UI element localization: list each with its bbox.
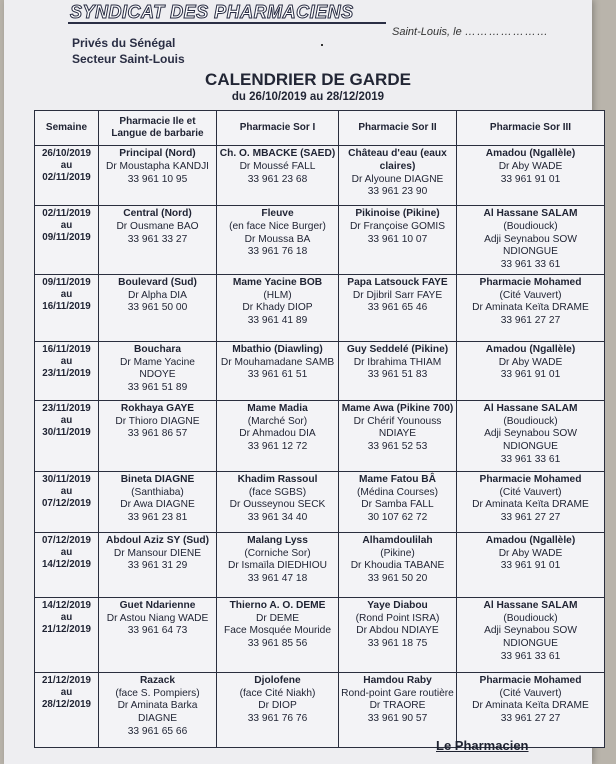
pharmacy-location: (HLM) <box>263 289 292 301</box>
pharmacy-name: Malang Lyss <box>247 534 308 546</box>
pharmacist-name: Dr Awa DIAGNE <box>120 499 195 511</box>
pharmacy-cell-sor-1 <box>217 146 339 206</box>
pharmacist-name: Dr Ousseynou SECK <box>229 499 326 511</box>
pharmacy-location: (Boudiouck) <box>503 415 558 427</box>
pharmacy-phone: 33 961 23 90 <box>367 186 428 198</box>
pharmacy-name: Al Hassane SALAM <box>483 402 578 414</box>
pharmacy-cell-sor-2 <box>339 400 457 471</box>
pharmacy-location: (en face Nice Burger) <box>229 220 326 232</box>
week-start-date: 07/12/2019 <box>41 534 92 546</box>
pharmacy-cell-sor-2 <box>339 672 457 747</box>
pharmacy-location: (face SGBS) <box>248 486 307 498</box>
pharmacist-name: Face Mosquée Mouride <box>223 625 332 637</box>
pharmacy-cell-sor-1 <box>217 341 339 400</box>
pharmacy-location: (Marché Sor) <box>247 415 308 427</box>
pharmacy-cell-sor-3 <box>457 471 605 532</box>
week-start-date: 09/11/2019 <box>42 276 91 288</box>
pharmacy-phone: 33 961 91 01 <box>500 173 561 185</box>
pharmacist-name: Dr Khady DIOP <box>242 302 313 314</box>
pharmacist-name: Dr Chérif Younouss NDIAYE <box>353 415 442 440</box>
pharmacy-cell-sor-3 <box>457 274 605 341</box>
pharmacy-cell-sor-3 <box>457 206 605 275</box>
pharmacist-name: Adji Seynabou SOW NDIONGUE <box>484 428 577 452</box>
pharmacy-phone: 33 961 50 00 <box>127 302 188 314</box>
pharmacy-cell-sor-1 <box>217 672 339 747</box>
pharmacy-name: Hamdou Raby <box>363 674 432 686</box>
pharmacy-name: Papa Latsouck FAYE <box>347 276 448 288</box>
pharmacy-location: (Médina Courses) <box>357 486 438 498</box>
week-end-date: 14/12/2019 <box>41 559 92 571</box>
pharmacy-name: Djolofene <box>254 674 301 686</box>
table-row <box>35 597 605 672</box>
pharmacist-name: Dr Aminata Barka DIAGNE <box>117 700 198 724</box>
week-start-date: 23/11/2019 <box>42 402 91 414</box>
pharmacy-cell-sor-3 <box>457 400 605 471</box>
pharmacy-phone: 33 961 76 76 <box>247 713 308 724</box>
pharmacy-cell-sor-2 <box>339 146 457 206</box>
duty-calendar-table <box>34 110 605 748</box>
week-au-label: au <box>60 160 73 172</box>
subtitle-country: Privés du Sénégal <box>72 36 176 50</box>
pharmacy-cell-sor-1 <box>217 597 339 672</box>
pharmacist-name: Dr TRAORE <box>369 700 426 712</box>
pharmacy-name: Mame Fatou BÂ <box>359 473 436 485</box>
pharmacy-name: Central (Nord) <box>123 208 192 219</box>
pharmacy-location: Rond-point Gare routière <box>341 687 454 699</box>
week-cell <box>35 206 99 275</box>
pharmacist-name: Dr Mansour DIENE <box>113 547 202 559</box>
pharmacy-phone: 33 961 76 18 <box>247 246 308 258</box>
pharmacy-location: (Santhiaba) <box>131 486 184 498</box>
pharmacy-phone: 33 961 18 75 <box>367 638 428 649</box>
pharmacy-phone: 33 961 33 27 <box>127 233 188 245</box>
pharmacy-phone: 33 961 51 89 <box>127 382 188 393</box>
pharmacy-phone: 33 961 91 01 <box>500 560 561 572</box>
pharmacist-name: Dr Abdou NDIAYE <box>356 625 439 637</box>
pharmacist-name: Dr Aminata Keïta DRAME <box>472 499 589 511</box>
pharmacy-phone: 33 961 33 61 <box>500 650 561 662</box>
table-row <box>35 341 605 400</box>
pharmacy-name: Guy Seddelé (Pikine) <box>346 343 449 355</box>
pharmacist-name: Dr Aby WADE <box>498 160 563 172</box>
pharmacist-name: Dr Alyoune DIAGNE <box>351 173 444 185</box>
pharmacist-name: Dr Moussé FALL <box>239 160 316 172</box>
pharmacy-phone: 33 961 47 18 <box>247 573 308 584</box>
pharmacy-location: (face Cité Niakh) <box>239 687 316 699</box>
signature-label: Le Pharmacien <box>436 738 529 753</box>
pharmacy-location: (Cité Vauvert) <box>499 687 562 699</box>
pharmacy-cell-ile <box>99 341 217 400</box>
pharmacy-cell-ile <box>99 672 217 747</box>
table-row <box>35 672 605 747</box>
pharmacy-name: Fleuve <box>261 208 294 219</box>
week-start-date: 02/11/2019 <box>42 208 91 219</box>
pharmacy-name: Ch. O. MBACKE (SAED) <box>219 148 336 159</box>
heading-underline <box>68 22 386 24</box>
pharmacy-cell-sor-3 <box>457 341 605 400</box>
pharmacy-cell-sor-2 <box>339 274 457 341</box>
column-header-sor-2: Pharmacie Sor II <box>339 111 457 146</box>
pharmacy-location: (Cité Vauvert) <box>499 289 562 301</box>
pharmacy-phone: 33 961 27 27 <box>500 315 561 326</box>
syndicat-heading: SYNDICAT DES PHARMACIENS <box>70 2 354 22</box>
column-header-ile: Pharmacie Ile et Langue de barbarie <box>99 111 217 146</box>
table-row <box>35 274 605 341</box>
pharmacy-cell-sor-1 <box>217 274 339 341</box>
pharmacy-phone: 33 961 23 81 <box>127 512 188 523</box>
pharmacy-cell-sor-2 <box>339 532 457 597</box>
pharmacist-name: Dr Aminata Keïta DRAME <box>472 302 589 314</box>
pharmacist-name: Adji Seynabou SOW NDIONGUE <box>484 233 577 258</box>
pharmacy-phone: 33 961 61 51 <box>247 369 308 381</box>
period-subtitle: du 26/10/2019 au 28/12/2019 <box>231 91 385 103</box>
pharmacy-phone: 33 961 85 56 <box>247 638 308 649</box>
pharmacy-phone: 33 961 86 57 <box>127 428 188 440</box>
pharmacy-phone: 33 961 51 83 <box>367 369 428 381</box>
pharmacy-phone: 33 961 41 89 <box>247 315 308 326</box>
table-body <box>35 146 605 748</box>
table-row <box>35 146 605 206</box>
pharmacist-name: Dr Aby WADE <box>498 356 563 368</box>
column-header-week: Semaine <box>35 111 99 146</box>
week-cell <box>35 672 99 747</box>
pharmacist-name: Dr Djibril Sarr FAYE <box>352 289 443 301</box>
table-row <box>35 532 605 597</box>
pharmacist-name: Dr Moustapha KANDJI <box>105 160 210 172</box>
pharmacy-phone: 33 961 27 27 <box>500 713 561 724</box>
table-row <box>35 400 605 471</box>
pharmacy-phone: 33 961 10 07 <box>367 233 428 245</box>
pharmacist-name: Dr Ousmane BAO <box>116 220 199 232</box>
pharmacy-name: Pharmacie Mohamed <box>479 674 582 686</box>
pharmacy-cell-sor-1 <box>217 400 339 471</box>
pharmacy-location: Dr DEME <box>255 612 299 624</box>
pharmacy-cell-sor-2 <box>339 341 457 400</box>
pharmacy-cell-ile <box>99 146 217 206</box>
pharmacy-cell-sor-2 <box>339 206 457 275</box>
week-au-label: au <box>60 611 73 623</box>
place-date-label: Saint-Louis, le <box>392 26 462 38</box>
place-date-line <box>392 26 549 38</box>
week-end-date: 30/11/2019 <box>42 427 91 439</box>
pharmacy-phone: 33 961 12 72 <box>247 441 308 452</box>
pharmacy-cell-sor-3 <box>457 597 605 672</box>
pharmacy-location: (Cité Vauvert) <box>499 486 562 498</box>
pharmacy-name: Abdoul Aziz SY (Sud) <box>106 534 209 546</box>
pharmacy-phone: 33 961 64 73 <box>127 625 188 637</box>
pharmacy-name: Alhamdoulilah <box>362 534 433 546</box>
place-date-dots: ………………… <box>464 26 549 38</box>
pharmacy-phone: 33 961 52 53 <box>367 441 428 452</box>
pharmacy-cell-sor-1 <box>217 206 339 275</box>
week-au-label: au <box>60 546 73 558</box>
pharmacy-phone: 33 961 33 61 <box>500 259 561 270</box>
pharmacist-name: Dr Alpha DIA <box>128 289 187 301</box>
column-header-sor-1: Pharmacie Sor I <box>217 111 339 146</box>
pharmacy-location: (Corniche Sor) <box>244 547 311 559</box>
pharmacy-cell-sor-3 <box>457 146 605 206</box>
week-end-date: 09/11/2019 <box>42 232 91 244</box>
week-au-label: au <box>60 414 73 426</box>
pharmacy-location: (Pikine) <box>380 547 415 559</box>
week-au-label: au <box>60 288 73 300</box>
pharmacy-name: Khadim Rassoul <box>237 473 318 485</box>
pharmacy-name: Boulevard (Sud) <box>118 276 197 288</box>
pharmacy-phone: 33 961 23 68 <box>247 173 308 185</box>
pharmacy-name: Rokhaya GAYE <box>120 402 195 414</box>
pharmacy-cell-ile <box>99 400 217 471</box>
pharmacy-name: Principal (Nord) <box>119 148 196 159</box>
week-start-date: 30/11/2019 <box>42 473 91 485</box>
week-cell <box>35 532 99 597</box>
pharmacy-phone: 33 961 91 01 <box>500 369 561 381</box>
pharmacist-name: Dr Ismaïla DIEDHIOU <box>227 560 328 572</box>
pharmacy-cell-ile <box>99 471 217 532</box>
week-start-date: 16/11/2019 <box>42 343 91 355</box>
pharmacist-name: Dr Aby WADE <box>498 547 563 559</box>
pharmacy-name: Pharmacie Mohamed <box>479 473 582 485</box>
pharmacy-name: Al Hassane SALAM <box>483 599 578 611</box>
pharmacy-cell-sor-3 <box>457 532 605 597</box>
pharmacy-phone: 30 107 62 72 <box>367 512 428 523</box>
week-start-date: 14/12/2019 <box>41 599 92 611</box>
week-end-date: 21/12/2019 <box>41 624 92 636</box>
pharmacy-location: (Boudiouck) <box>503 220 558 232</box>
page-title: CALENDRIER DE GARDE <box>205 70 411 89</box>
pharmacy-name: Mbathio (Diawling) <box>232 343 323 355</box>
pharmacy-cell-ile <box>99 206 217 275</box>
pharmacy-name: Bineta DIAGNE <box>120 473 195 485</box>
week-end-date: 02/11/2019 <box>42 172 91 184</box>
week-au-label: au <box>60 686 73 698</box>
week-start-date: 21/12/2019 <box>41 674 92 686</box>
pharmacy-phone: 33 961 27 27 <box>500 512 561 523</box>
pharmacy-cell-sor-1 <box>217 532 339 597</box>
pharmacy-cell-sor-3 <box>457 672 605 747</box>
week-cell <box>35 400 99 471</box>
pharmacy-phone: 33 961 31 29 <box>127 560 188 572</box>
pharmacist-name: Dr Moussa BA <box>244 233 311 245</box>
week-end-date: 16/11/2019 <box>42 301 91 313</box>
pharmacy-phone: 33 961 65 66 <box>127 725 188 737</box>
pharmacy-phone: 33 961 65 46 <box>367 302 428 314</box>
week-au-label: au <box>60 220 73 232</box>
pharmacy-name: Razack <box>139 674 176 686</box>
table-row <box>35 471 605 532</box>
pharmacy-location: (Rond Point ISRA) <box>355 612 440 624</box>
pharmacy-name: Amadou (Ngallèle) <box>485 343 576 355</box>
pharmacy-location: (face S. Pompiers) <box>115 687 200 699</box>
pharmacist-name: Dr Astou Niang WADE <box>106 612 209 624</box>
pharmacist-name: Dr Mouhamadane SAMB <box>220 356 335 368</box>
week-cell <box>35 597 99 672</box>
pharmacy-name: Thierno A. O. DEME <box>229 599 326 611</box>
pharmacist-name: Dr Samba FALL <box>361 499 434 511</box>
pharmacy-phone: 33 961 34 40 <box>247 512 308 523</box>
pharmacy-phone: 33 961 10 95 <box>127 173 188 185</box>
pharmacist-name: Dr Françoise GOMIS <box>349 220 446 232</box>
pharmacy-name: Guet Ndarienne <box>119 599 196 611</box>
pharmacy-name: Amadou (Ngallèle) <box>485 148 576 159</box>
week-end-date: 07/12/2019 <box>41 498 92 510</box>
pharmacist-name: Dr DIOP <box>258 700 297 712</box>
pharmacy-name: Amadou (Ngallèle) <box>485 534 576 546</box>
pharmacy-cell-sor-1 <box>217 471 339 532</box>
pharmacy-name: Mame Yacine BOB <box>232 276 323 288</box>
stray-mark <box>321 44 323 46</box>
pharmacist-name: Dr Ibrahima THIAM <box>353 356 442 368</box>
week-cell <box>35 274 99 341</box>
pharmacy-cell-sor-2 <box>339 471 457 532</box>
table-row <box>35 206 605 275</box>
week-end-date: 23/11/2019 <box>42 368 91 380</box>
week-start-date: 26/10/2019 <box>41 148 92 159</box>
pharmacy-name: Château d'eau (eaux claires) <box>348 148 447 172</box>
week-au-label: au <box>60 485 73 497</box>
pharmacy-name: Mame Awa (Pikine 700) <box>341 402 454 414</box>
table-header-row <box>35 111 605 146</box>
pharmacist-name: Dr Ahmadou DIA <box>239 428 316 440</box>
week-au-label: au <box>60 355 73 367</box>
week-cell <box>35 471 99 532</box>
pharmacy-cell-ile <box>99 597 217 672</box>
pharmacy-cell-ile <box>99 532 217 597</box>
subtitle-sector: Secteur Saint-Louis <box>72 52 185 66</box>
pharmacy-phone: 33 961 90 57 <box>367 713 428 724</box>
pharmacy-cell-sor-2 <box>339 597 457 672</box>
pharmacy-phone: 33 961 33 61 <box>500 453 561 465</box>
week-cell <box>35 341 99 400</box>
pharmacy-name: Al Hassane SALAM <box>483 208 578 219</box>
pharmacist-name: Dr Mame Yacine NDOYE <box>120 356 195 381</box>
pharmacist-name: Dr Thioro DIAGNE <box>115 415 200 427</box>
pharmacy-cell-ile <box>99 274 217 341</box>
column-header-sor-3: Pharmacie Sor III <box>457 111 605 146</box>
pharmacy-name: Pharmacie Mohamed <box>479 276 582 288</box>
pharmacy-name: Yaye Diabou <box>367 599 428 611</box>
pharmacy-phone: 33 961 50 20 <box>367 573 428 584</box>
pharmacist-name: Dr Aminata Keïta DRAME <box>472 700 589 712</box>
week-end-date: 28/12/2019 <box>41 699 92 711</box>
pharmacy-name: Bouchara <box>134 343 181 355</box>
pharmacist-name: Dr Khoudia TABANE <box>350 560 445 572</box>
pharmacy-location: (Boudiouck) <box>503 612 558 624</box>
week-cell <box>35 146 99 206</box>
pharmacy-name: Pikinoise (Pikine) <box>355 208 440 219</box>
pharmacy-name: Mame Madia <box>247 402 308 414</box>
pharmacist-name: Adji Seynabou SOW NDIONGUE <box>484 625 577 649</box>
